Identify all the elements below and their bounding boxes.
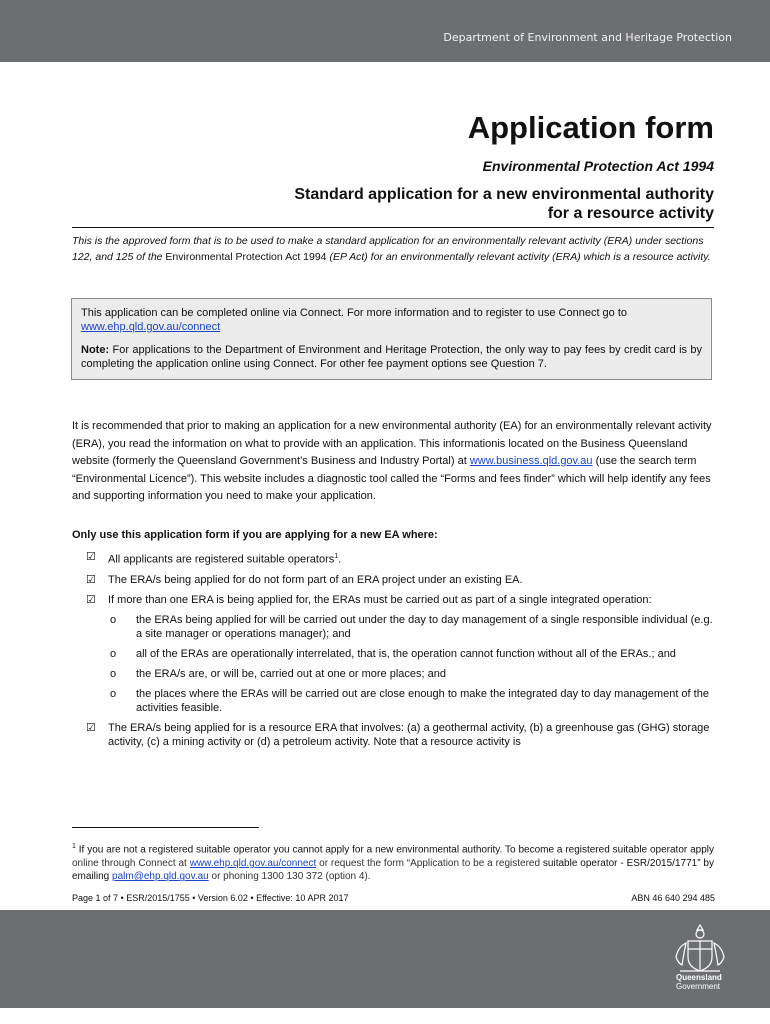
connect-link[interactable]: www.ehp.qld.gov.au/connect: [81, 321, 221, 333]
queensland-government-logo: Queensland Government: [676, 973, 722, 991]
footnote-divider: [72, 827, 259, 828]
title-block: [468, 110, 714, 174]
list-item: ☑ If more than one ERA is being applied for, the ERAs must be carried out as part of a single integrated operation:: [86, 593, 652, 606]
footer-bar: [0, 910, 770, 1008]
circle-bullet-icon: o: [110, 647, 117, 660]
circle-bullet-icon: o: [110, 613, 117, 626]
recommend-part-2: (use the search term “Environmental Licence”). This website includes a diagnostic tool called the “Forms and fees finder” which will help identify any fees and supporting information you need to make your application.: [72, 455, 711, 502]
circle-bullet-icon: o: [110, 667, 117, 680]
abn-number: ABN 46 640 294 485: [631, 893, 715, 903]
act-title: Environmental Protection Act 1994: [482, 158, 714, 174]
checkbox-icon: ☑: [86, 573, 96, 586]
criteria-list: [86, 550, 718, 755]
footnote-ref: 1: [334, 553, 339, 560]
criteria-heading: Only use this application form if you are applying for a new EA where:: [72, 529, 438, 541]
subtitle-line-1: Standard application for a new environmental authority: [294, 186, 714, 203]
intro-part-1: This is the approved form that is to be used to make a standard application for an environmentally relevant activity (ERA) under sections 122, and 125 of the: [72, 235, 704, 263]
checkbox-icon: ☑: [86, 593, 96, 606]
circle-bullet-icon: o: [110, 687, 117, 700]
recommendation-paragraph: [72, 418, 714, 506]
header-bar: [0, 0, 770, 62]
sub-list-item: o the ERAs being applied for will be carried out under the day to day management of a single responsible individual (e.g. a site manager or operations manager); and: [110, 613, 713, 640]
email-link[interactable]: palm@ehp.qld.gov.au: [112, 871, 209, 883]
page-title: Application form: [467, 110, 714, 145]
sub-list-item: o all of the ERAs are operationally interrelated, that is, the operation cannot function without all of the ERAs.; and: [110, 647, 676, 660]
notice-text: This application can be completed online via Connect. For more information and to register to use Connect go to: [81, 307, 628, 319]
connect-footnote-link[interactable]: www.ehp.qld.gov.au/connect: [189, 857, 317, 869]
recommend-part-1: It is recommended that prior to making an application for a new environmental authority (EA) for an environmentally relevant activity (ERA), you read the information on what to provide with an application. This informationis located on the Business Queensland website (formerly the Queensland Government’s Business and Industry Portal) at: [72, 420, 712, 467]
list-item: ☑ All applicants are registered suitable operators$^1$.: [86, 551, 342, 566]
sub-list-item: o the ERA/s are, or will be, carried out at one or more places; and: [110, 667, 446, 680]
footnote-number: 1: [72, 843, 76, 850]
note-text: For applications to the Department of Environment and Heritage Protection, the only way to pay fees by credit card is by completing the application online using Connect. For other fee payment options see Question 7.: [81, 344, 702, 370]
footnote: $^1$ If you are not a registered suitable operator you cannot apply for a new environmental authority. To become a registered suitable operator apply online through Connect at www.ehp.qld.gov.au/connect or request the form “Application to be a registered suitable operator - ESR/2015/1771” by emailing palm@ehp.qld.gov.au or phoning 1300 130 372 (option 4).: [72, 843, 714, 883]
intro-act-name: Environmental Protection Act 1994: [165, 251, 327, 263]
connect-notice-box: [71, 298, 712, 380]
subtitle-line-2: for a resource activity: [547, 205, 714, 222]
sub-list-item: o the places where the ERAs will be carried out are close enough to make the integrated day to day management of the activities feasible.: [110, 687, 709, 714]
department-name: Department of Environment and Heritage Protection: [443, 31, 732, 44]
form-subtitle: [72, 185, 714, 228]
list-item: ☑ The ERA/s being applied for is a resource ERA that involves: (a) a geothermal activity, (b) a greenhouse gas (GHG) storage activity, (c) a mining activity or (d) a petroleum activity. Note that a resource activity is: [86, 721, 710, 748]
intro-part-2: (EP Act) for an environmentally relevant activity (ERA) which is a resource activity.: [326, 251, 711, 263]
page-info: Page 1 of 7 • ESR/2015/1755 • Version 6.02 • Effective: 10 APR 2017: [72, 893, 349, 903]
note-label: Note:: [81, 344, 110, 356]
checkbox-icon: ☑: [86, 551, 96, 563]
checkbox-icon: ☑: [86, 721, 96, 734]
business-qld-link[interactable]: www.business.qld.gov.au: [469, 455, 593, 467]
list-item: ☑ The ERA/s being applied for do not form part of an ERA project under an existing EA.: [86, 573, 523, 586]
intro-paragraph: [72, 233, 714, 265]
